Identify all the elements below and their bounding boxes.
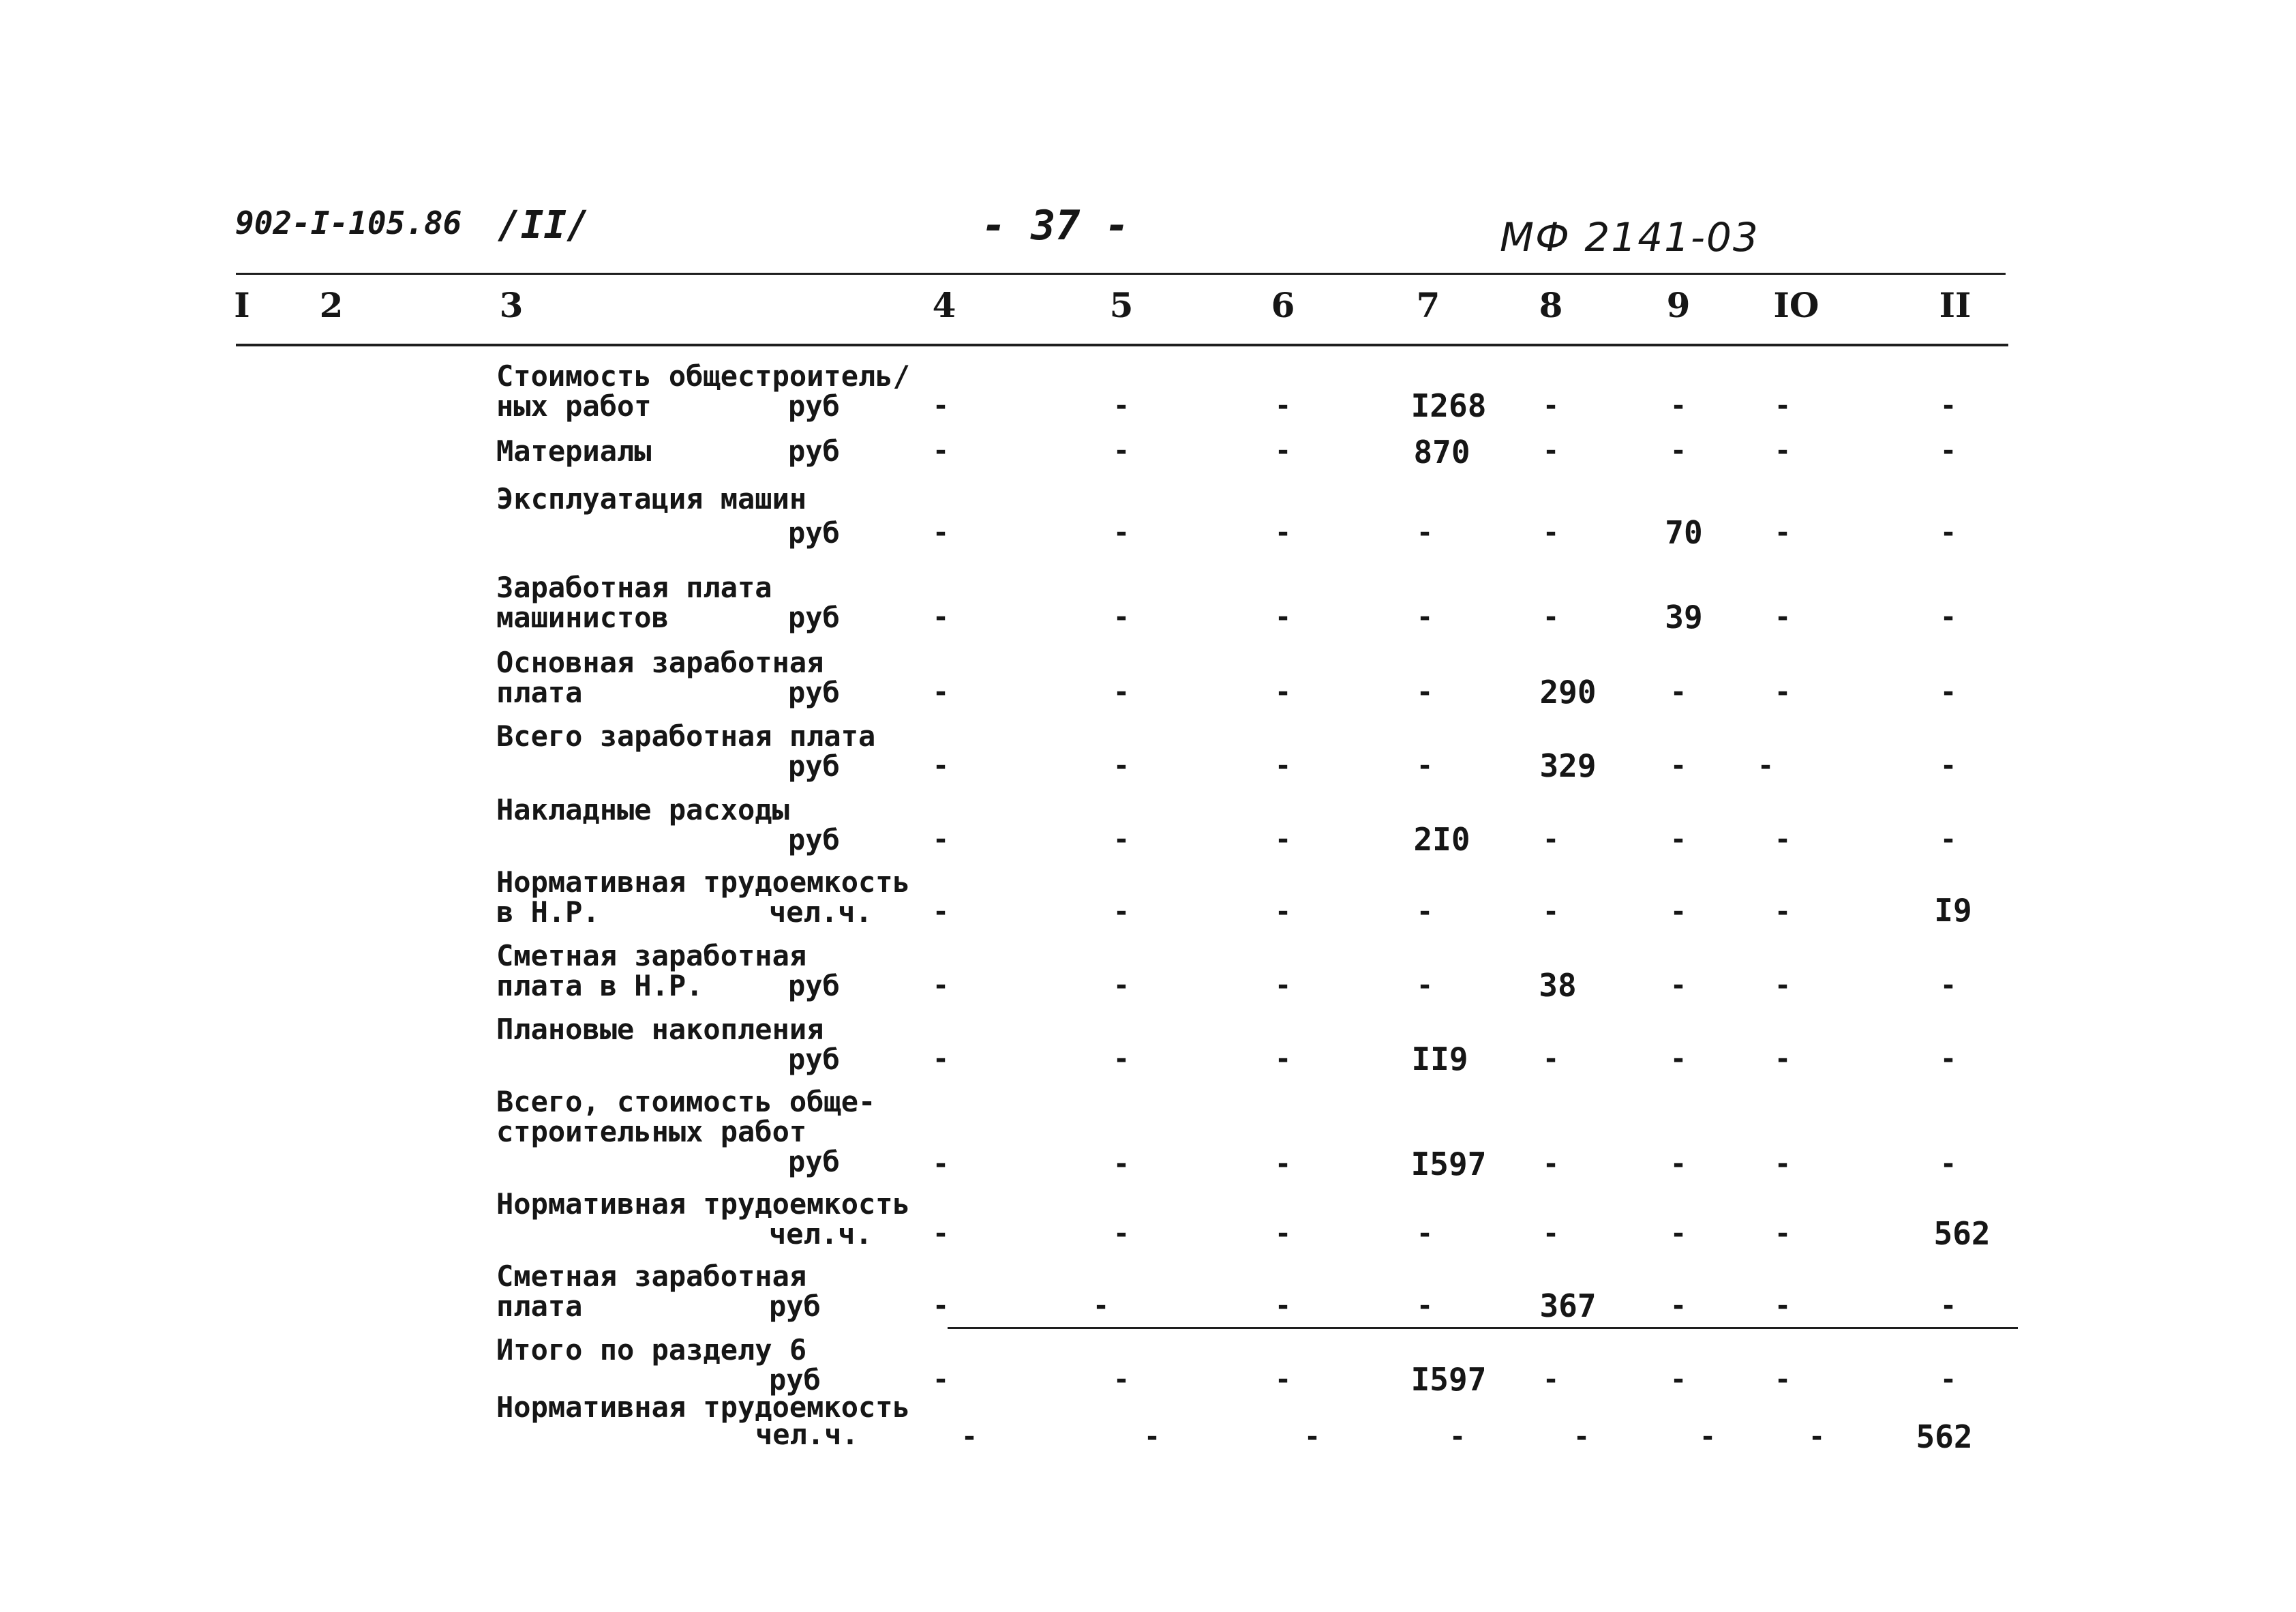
table-cell: - [1113,435,1130,466]
table-cell: - [1274,970,1292,1001]
table-cell: - [1774,1043,1792,1075]
table-cell: - [1449,1421,1466,1452]
table-cell: - [932,970,950,1001]
table-cell: 562 [1933,1215,1991,1252]
column-number: 8 [1539,285,1563,325]
table-cell: - [1143,1421,1161,1452]
table-cell: I597 [1410,1146,1487,1182]
table-cell: - [932,896,950,927]
table-cell: - [1113,390,1130,421]
table-cell: - [1670,1043,1687,1075]
header-top-rule [236,273,2006,275]
table-cell: 367 [1539,1287,1597,1324]
table-cell: - [1542,824,1560,855]
table-cell: - [1774,896,1792,927]
column-number: II [1939,285,1972,325]
table-cell: - [1274,1290,1292,1322]
column-header-rule [236,344,2008,346]
row-label: Нормативная трудоемкость чел.ч. [496,1187,910,1251]
column-number: 3 [499,285,524,325]
table-cell: I597 [1410,1361,1487,1398]
table-cell: - [1113,1364,1130,1395]
table-cell: - [1303,1421,1321,1452]
table-cell: - [1670,896,1687,927]
table-cell: - [1416,517,1434,548]
table-cell: - [1274,1218,1292,1249]
table-cell: - [1670,750,1687,781]
table-cell: - [1113,1148,1130,1180]
table-cell: - [1670,1218,1687,1249]
table-cell: - [1274,1043,1292,1075]
table-cell: - [932,390,950,421]
table-cell: - [1774,390,1792,421]
table-cell: - [1113,1043,1130,1075]
table-cell: - [1774,435,1792,466]
table-cell: - [1274,676,1292,708]
column-number: 6 [1271,285,1295,325]
table-cell: - [932,601,950,633]
table-cell: - [1757,750,1774,781]
table-cell: - [1542,1043,1560,1075]
table-cell: - [1274,517,1292,548]
table-cell: - [1939,676,1957,708]
table-cell: - [1670,970,1687,1001]
row-unit: руб [788,1043,840,1076]
row-label: Всего заработная плата руб [496,719,876,783]
table-cell: - [1774,824,1792,855]
row-label: Нормативная трудоемкость чел.ч. [496,1390,910,1451]
table-cell: - [1542,601,1560,633]
table-cell: - [932,750,950,781]
table-cell: - [932,435,950,466]
column-number: I [234,285,250,325]
table-cell: - [1939,970,1957,1001]
table-cell: II9 [1411,1041,1468,1077]
column-number: 5 [1109,285,1134,325]
table-cell: - [1670,1148,1687,1180]
table-cell: 870 [1413,434,1470,471]
document-code: 902-I-105.86 [235,205,462,241]
table-cell: - [932,1043,950,1075]
table-cell: - [1274,824,1292,855]
table-cell: - [1542,1364,1560,1395]
table-cell: - [932,1290,950,1322]
table-cell: - [1808,1421,1826,1452]
table-cell: - [1416,896,1434,927]
table-cell: - [1670,1290,1687,1322]
table-cell: - [932,1148,950,1180]
row-label: Заработная плата машинистов руб [496,571,840,634]
table-cell: - [1113,676,1130,708]
column-number: 9 [1666,285,1691,325]
sheet-mark: /II/ [498,203,590,248]
table-cell: - [1092,1290,1110,1322]
table-cell: 562 [1916,1418,1973,1455]
row-label: Эксплуатация машин руб [496,482,840,550]
table-cell: - [1274,1364,1292,1395]
table-cell: - [932,676,950,708]
table-cell: - [1939,750,1957,781]
table-cell: - [1774,1364,1792,1395]
table-cell: - [1939,435,1957,466]
table-cell: - [1939,1290,1957,1322]
row-unit: руб [788,749,840,783]
row-unit: руб [788,516,840,550]
table-cell: - [1670,1364,1687,1395]
row-label: Плановые накопления руб [496,1013,840,1076]
column-number: 4 [932,285,956,325]
table-cell: - [1542,1218,1560,1249]
page-number: - 37 - [982,202,1130,250]
table-cell: - [1670,824,1687,855]
column-number: IO [1773,285,1819,325]
table-cell: - [1774,970,1792,1001]
table-cell: - [1542,435,1560,466]
table-cell: 39 [1665,599,1703,636]
table-cell: - [932,1218,950,1249]
row-unit: руб [788,823,840,856]
table-cell: - [1939,517,1957,548]
table-cell: - [1113,970,1130,1001]
table-cell: - [1939,824,1957,855]
table-cell: - [1774,1148,1792,1180]
table-cell: 2I0 [1413,821,1470,858]
table-cell: - [1113,1218,1130,1249]
table-cell: - [932,517,950,548]
table-cell: I9 [1934,892,1972,929]
row-unit: руб [769,1363,821,1397]
row-unit: руб [788,1145,840,1178]
row-unit: руб [788,969,840,1002]
table-cell: - [1416,970,1434,1001]
table-cell: - [1939,1043,1957,1075]
table-cell: - [961,1421,978,1452]
table-cell: - [1699,1421,1717,1452]
table-cell: - [1939,390,1957,421]
table-cell: 290 [1539,674,1597,711]
table-cell: - [1274,750,1292,781]
table-cell: - [1274,435,1292,466]
total-rule [948,1327,2018,1329]
row-label: Основная заработная плата руб [496,646,840,709]
table-cell: - [1573,1421,1590,1452]
table-cell: - [1670,676,1687,708]
row-unit: руб [788,389,840,423]
row-label: Сметная заработная плата руб [496,1259,821,1323]
table-cell: - [1113,601,1130,633]
row-unit: руб [788,601,840,634]
table-cell: - [1113,750,1130,781]
table-cell: - [1113,824,1130,855]
column-number: 7 [1416,285,1440,325]
table-cell: - [1416,601,1434,633]
row-label: Нормативная трудоемкость в Н.Р. чел.ч. [496,865,910,929]
row-label: Итого по разделу 6 руб [496,1333,821,1397]
table-cell: 38 [1539,967,1577,1004]
table-cell: - [932,824,950,855]
table-cell: - [1670,435,1687,466]
table-cell: - [1416,750,1434,781]
row-unit: руб [769,1289,821,1323]
table-cell: - [1774,676,1792,708]
table-cell: - [1939,1148,1957,1180]
table-cell: - [1542,517,1560,548]
table-cell: - [1274,601,1292,633]
row-unit: руб [788,434,840,468]
table-cell: - [1542,1148,1560,1180]
table-cell: - [1113,896,1130,927]
row-unit: чел.ч. [755,1418,859,1451]
table-cell: - [1939,601,1957,633]
table-cell: - [1274,1148,1292,1180]
table-cell: - [1274,390,1292,421]
table-cell: - [1416,1290,1434,1322]
row-label: Стоимость общестроитель/ ных работ руб [496,359,910,423]
project-code: МФ 2141-03 [1500,214,1759,260]
row-label: Материалы руб [496,434,840,468]
column-number: 2 [319,285,344,325]
table-cell: - [1670,390,1687,421]
table-cell: - [1774,1218,1792,1249]
table-cell: - [932,1364,950,1395]
table-cell: - [1939,1364,1957,1395]
row-unit: руб [788,676,840,709]
table-cell: 70 [1665,514,1703,551]
table-cell: - [1774,601,1792,633]
table-cell: - [1542,390,1560,421]
row-label: Всего, стоимость обще- строительных работ руб [496,1085,876,1178]
row-unit: чел.ч. [769,895,873,929]
table-cell: - [1416,676,1434,708]
table-cell: - [1774,517,1792,548]
table-cell: - [1542,896,1560,927]
table-cell: I268 [1410,387,1487,424]
row-label: Сметная заработная плата в Н.Р. руб [496,939,840,1002]
table-cell: - [1774,1290,1792,1322]
table-cell: - [1113,517,1130,548]
row-label: Накладные расходы руб [496,793,840,856]
row-unit: чел.ч. [769,1217,873,1251]
table-cell: - [1416,1218,1434,1249]
table-cell: 329 [1539,747,1597,784]
table-cell: - [1274,896,1292,927]
